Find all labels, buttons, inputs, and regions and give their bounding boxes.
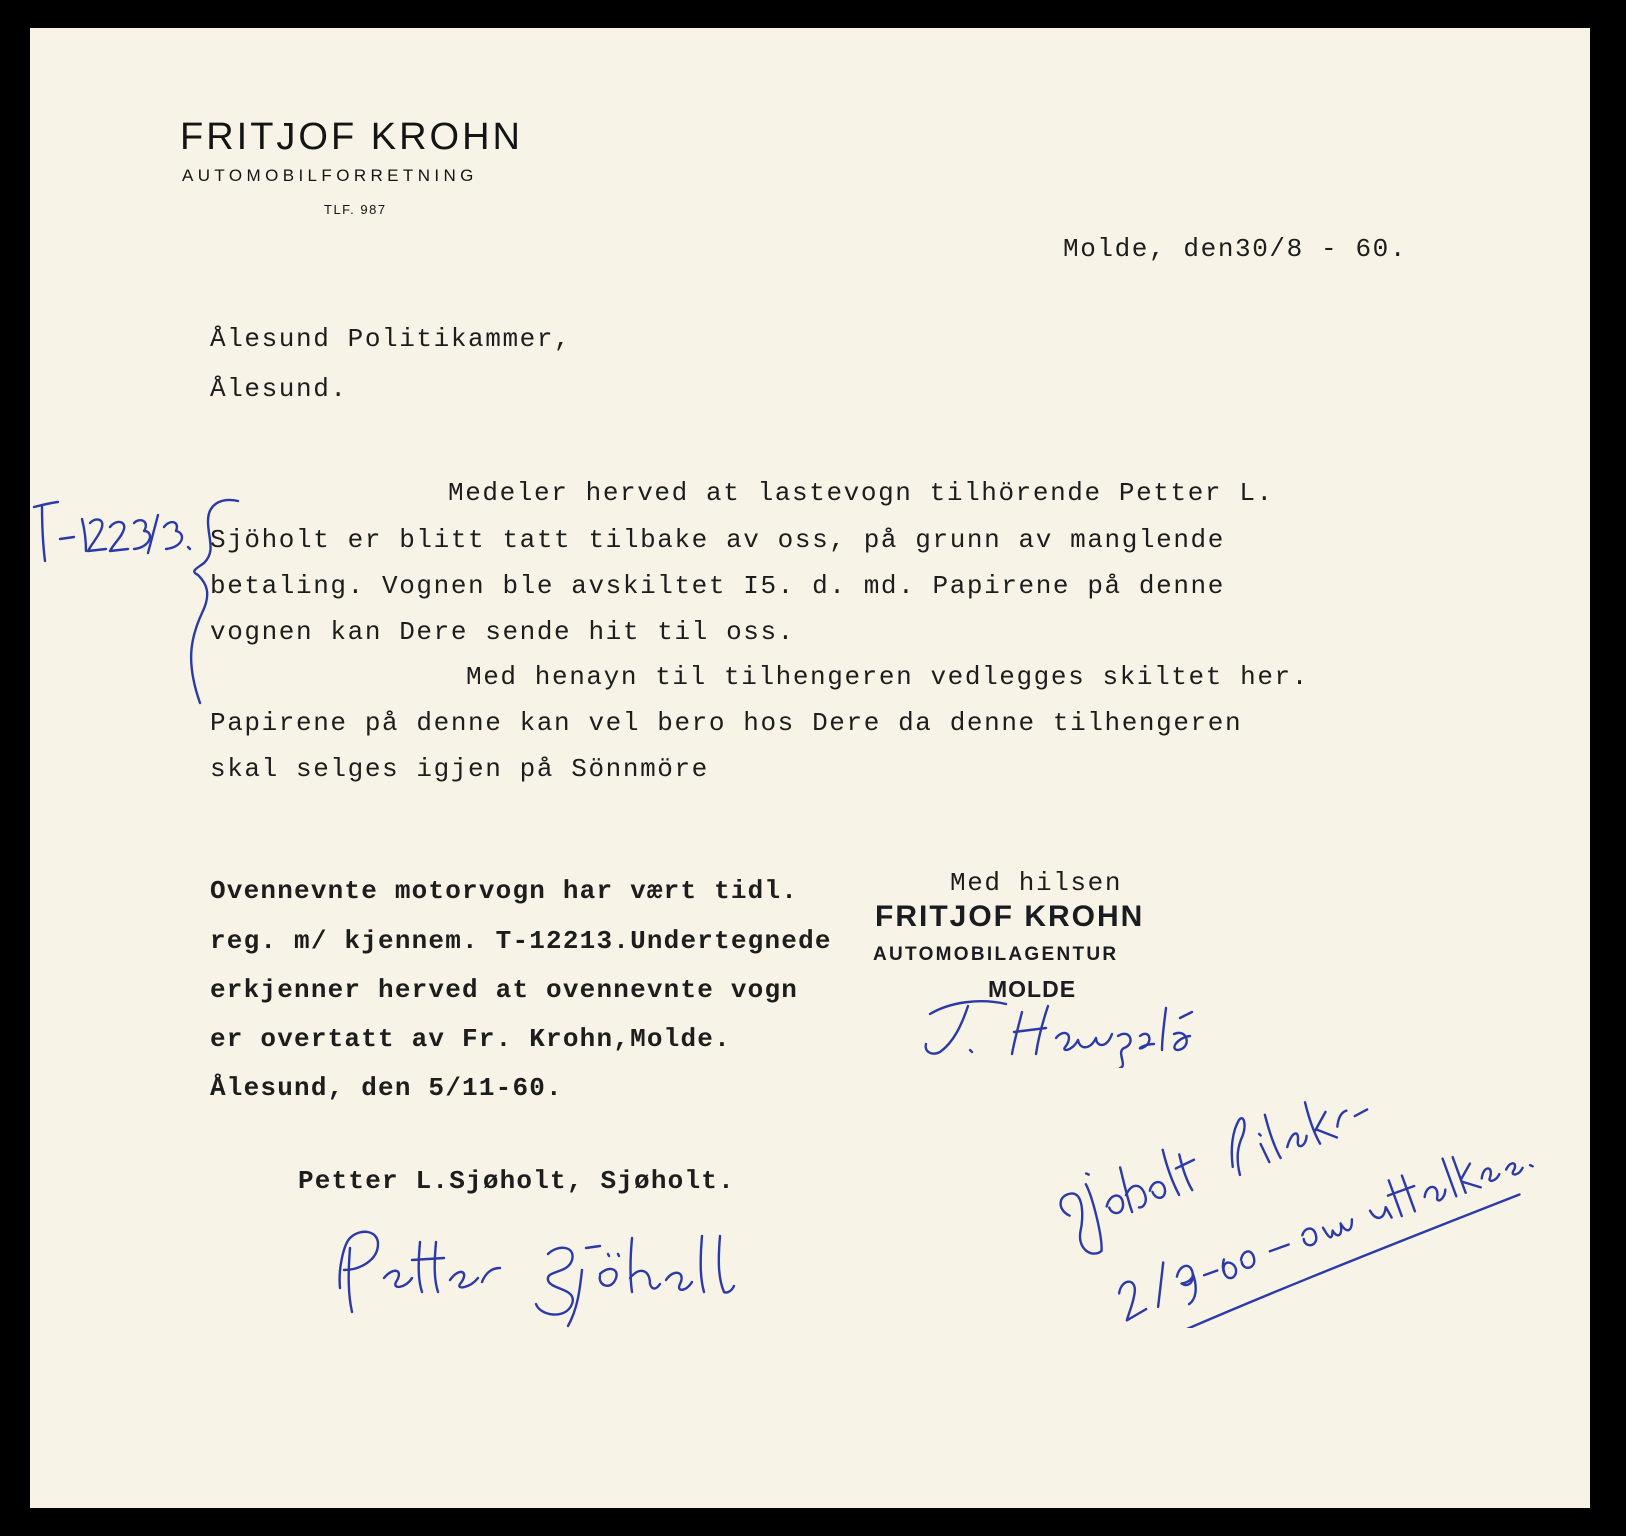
acknowledgement-line: Ålesund, den 5/11-60. (210, 1073, 563, 1103)
signatory-signature-handwriting (310, 1208, 790, 1328)
acknowledgement-line: Ovennevnte motorvogn har vært tidl. (210, 876, 799, 906)
acknowledgement-line: erkjenner herved at ovennevnte vogn (210, 975, 799, 1005)
body-line: Papirene på denne kan vel bero hos Dere da denne tilhengeren (210, 708, 1243, 738)
letterhead-company: FRITJOF KROHN (180, 116, 523, 158)
body-line: vognen kan Dere sende hit til oss. (210, 617, 795, 647)
body-line: betaling. Vognen ble avskiltet I5. d. md. Papirene på denne (210, 571, 1225, 601)
body-line: Medeler herved at lastevogn tilhörende Petter L. (448, 478, 1274, 508)
closing: Med hilsen (950, 868, 1123, 898)
place-date: Molde, den30/8 - 60. (1063, 234, 1408, 264)
letterhead-phone: TLF. 987 (324, 202, 387, 217)
body-line: Med henayn til tilhengeren vedlegges skiltet her. (466, 662, 1309, 692)
stamp-company: FRITJOF KROHN (875, 900, 1145, 933)
stamp-agency: AUTOMOBILAGENTUR (873, 944, 1119, 965)
recipient-line-1: Ålesund Politikammer, (210, 324, 572, 354)
recipient-line-2: Ålesund. (210, 374, 348, 404)
margin-note-handwriting (30, 483, 240, 723)
letterhead-business: AUTOMOBILFORRETNING (182, 166, 478, 185)
handwritten-note (1030, 1018, 1550, 1328)
stamp-town: MOLDE (988, 976, 1077, 1002)
acknowledgement-line: er overtatt av Fr. Krohn,Molde. (210, 1024, 731, 1054)
acknowledgement-line: reg. m/ kjennem. T-12213.Undertegnede (210, 926, 832, 956)
body-line: skal selges igjen på Sönnmöre (210, 754, 709, 784)
body-line: Sjöholt er blitt tatt tilbake av oss, på grunn av manglende (210, 525, 1225, 555)
signatory-name: Petter L.Sjøholt, Sjøholt. (298, 1166, 735, 1196)
letter-page (30, 28, 1590, 1508)
